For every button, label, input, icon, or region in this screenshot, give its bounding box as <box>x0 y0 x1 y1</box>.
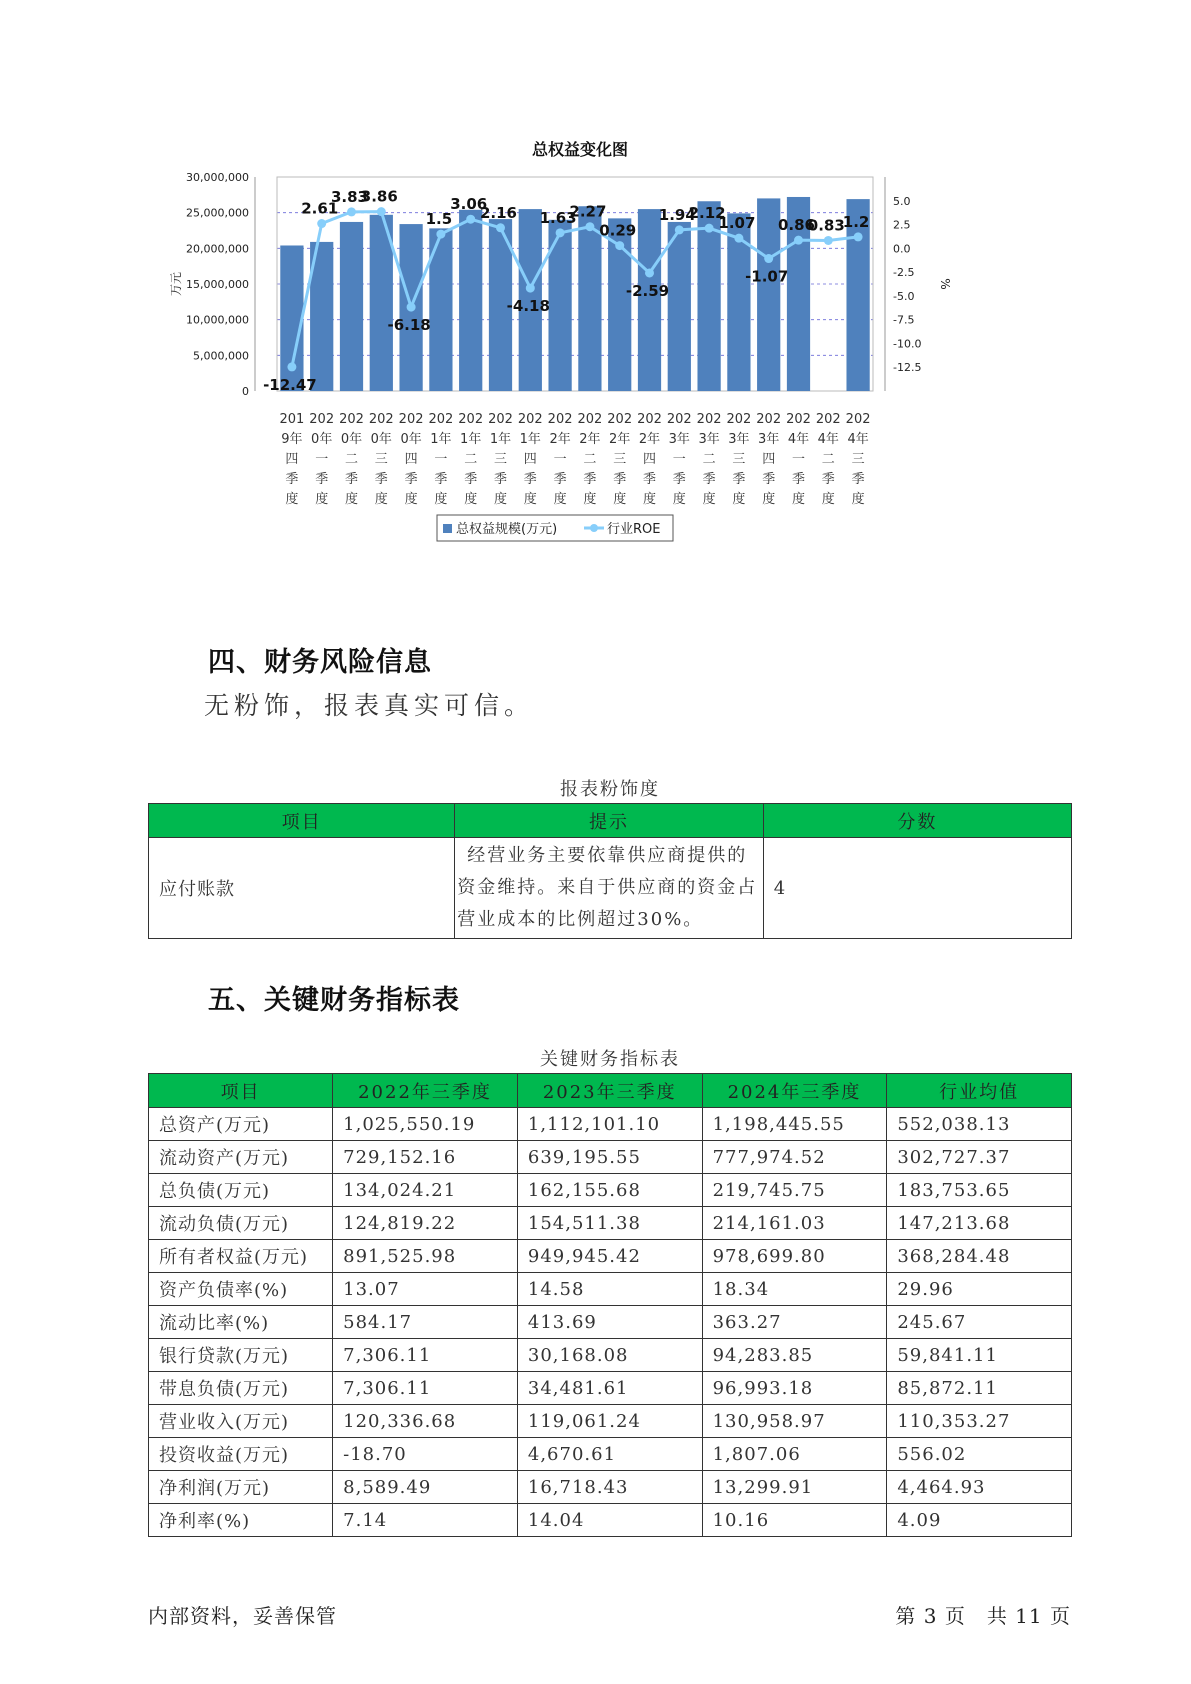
risk-header-score: 分数 <box>763 804 1071 838</box>
x-tick-label: 202 <box>339 412 364 427</box>
roe-point <box>585 222 594 231</box>
kpi-industry: 59,841.11 <box>887 1339 1072 1372</box>
kpi-industry: 368,284.48 <box>887 1240 1072 1273</box>
bar-equity <box>340 222 363 391</box>
x-tick-label: 2年 <box>549 432 571 447</box>
kpi-2024: 10.16 <box>702 1504 887 1537</box>
kpi-industry: 183,753.65 <box>887 1174 1072 1207</box>
kpi-table-body <box>149 1108 1072 1537</box>
x-tick-label: 0年 <box>311 432 333 447</box>
x-tick-label: 季 <box>464 472 478 487</box>
x-tick-label: 202 <box>845 412 871 427</box>
table-row <box>149 1372 1072 1405</box>
risk-score: 4 <box>763 838 1071 939</box>
kpi-2023: 413.69 <box>517 1306 702 1339</box>
x-tick-label: 季 <box>434 472 448 487</box>
kpi-2024: 214,161.03 <box>702 1207 887 1240</box>
x-tick-label: 季 <box>493 472 508 487</box>
x-tick-label: 四 <box>404 452 418 467</box>
table-row <box>149 1207 1072 1240</box>
kpi-2024: 130,958.97 <box>702 1405 887 1438</box>
section4-title: 四、财务风险信息 <box>208 647 432 678</box>
x-tick-label: 季 <box>315 472 329 487</box>
kpi-item: 带息负债(万元) <box>149 1372 333 1405</box>
kpi-industry: 110,353.27 <box>887 1405 1072 1438</box>
x-tick-label: 季 <box>374 472 388 487</box>
risk-header-tip: 提示 <box>455 804 763 838</box>
x-tick-label: 202 <box>637 412 662 427</box>
roe-point <box>854 232 863 241</box>
x-tick-label: 四 <box>762 452 776 467</box>
x-tick-label: 202 <box>756 412 782 427</box>
x-tick-label: 度 <box>285 492 299 507</box>
kpi-2024: 219,745.75 <box>702 1174 887 1207</box>
x-tick-label: 4年 <box>787 432 810 447</box>
kpi-2023: 639,195.55 <box>517 1141 702 1174</box>
x-tick-label: 0年 <box>370 432 392 447</box>
x-tick-label: 三 <box>374 452 388 467</box>
roe-data-label: -2.59 <box>625 281 670 300</box>
kpi-2023: 14.04 <box>517 1504 702 1537</box>
roe-point <box>734 234 743 243</box>
bar-equity <box>578 206 601 391</box>
roe-data-label: -4.18 <box>506 297 550 316</box>
kpi-2022: 8,589.49 <box>333 1471 518 1504</box>
roe-data-label: 1.94 <box>658 205 696 224</box>
x-tick-label: 一 <box>315 452 329 467</box>
x-tick-label: 三 <box>493 452 508 467</box>
x-tick-label: 0年 <box>340 432 363 447</box>
kpi-header-2023: 2023年三季度 <box>517 1074 702 1108</box>
x-tick-label: 度 <box>553 492 567 507</box>
y-tick-label: 25,000,000 <box>186 206 249 220</box>
kpi-item: 净利润(万元) <box>149 1471 333 1504</box>
x-tick-label: 季 <box>851 472 865 487</box>
table-row <box>149 1306 1072 1339</box>
y2-tick-label: -12.5 <box>893 361 922 375</box>
roe-point <box>705 224 714 233</box>
table-row <box>149 838 1072 939</box>
kpi-2023: 30,168.08 <box>517 1339 702 1372</box>
kpi-item: 流动负债(万元) <box>149 1207 333 1240</box>
bar-equity <box>757 198 780 391</box>
kpi-2022: 584.17 <box>333 1306 518 1339</box>
kpi-table-header <box>149 1074 1072 1108</box>
x-tick-label: 202 <box>517 412 543 427</box>
y-tick-label: 15,000,000 <box>186 278 249 291</box>
kpi-item: 总资产(万元) <box>149 1108 333 1141</box>
table-row <box>149 1339 1072 1372</box>
x-tick-label: 季 <box>613 472 627 487</box>
kpi-item: 银行贷款(万元) <box>149 1339 333 1372</box>
kpi-industry: 302,727.37 <box>887 1141 1072 1174</box>
x-tick-label: 度 <box>762 492 776 507</box>
kpi-header-2024: 2024年三季度 <box>702 1074 887 1108</box>
roe-data-label: 3.86 <box>360 187 398 206</box>
x-tick-label: 四 <box>285 452 299 467</box>
roe-point <box>466 215 475 224</box>
x-tick-label: 季 <box>404 472 418 487</box>
x-tick-label: 202 <box>577 412 603 427</box>
kpi-2022: 891,525.98 <box>333 1240 518 1273</box>
x-tick-label: 1年 <box>519 432 541 447</box>
y2-tick-label: -7.5 <box>893 313 915 327</box>
bar-equity <box>459 210 482 391</box>
x-tick-label: 一 <box>791 452 806 467</box>
risk-table-caption: 报表粉饰度 <box>560 779 660 800</box>
x-tick-label: 三 <box>851 452 865 467</box>
x-tick-label: 度 <box>434 492 448 507</box>
kpi-header-item: 项目 <box>149 1074 333 1108</box>
kpi-item: 流动资产(万元) <box>149 1141 333 1174</box>
equity-chart <box>160 130 1060 600</box>
kpi-2024: 1,198,445.55 <box>702 1108 887 1141</box>
x-tick-label: 4年 <box>847 432 869 447</box>
x-tick-label: 季 <box>344 472 359 487</box>
x-tick-label: 度 <box>404 492 418 507</box>
kpi-2024: 18.34 <box>702 1273 887 1306</box>
roe-data-label: 0.83 <box>807 216 845 235</box>
y2-tick-label: -10.0 <box>893 337 922 351</box>
legend-bar-label: 总权益规模(万元) <box>456 522 558 537</box>
kpi-industry: 4,464.93 <box>887 1471 1072 1504</box>
x-tick-label: 202 <box>488 412 513 427</box>
y2-tick-label: 0.0 <box>893 242 911 256</box>
roe-data-label: 0.29 <box>599 221 637 240</box>
x-tick-label: 201 <box>279 412 305 427</box>
roe-data-label: 3.06 <box>450 195 488 214</box>
x-tick-label: 度 <box>374 492 388 507</box>
x-tick-label: 三 <box>613 452 627 467</box>
x-tick-label: 一 <box>553 452 567 467</box>
x-tick-label: 三 <box>732 452 746 467</box>
x-tick-label: 202 <box>458 412 484 427</box>
x-tick-label: 9年 <box>281 432 303 447</box>
roe-data-label: 3.83 <box>330 187 369 206</box>
x-tick-label: 二 <box>583 452 597 467</box>
roe-data-label: 1.63 <box>539 208 577 227</box>
x-tick-label: 度 <box>702 492 716 507</box>
footer-left: 内部资料，妥善保管 <box>148 1604 337 1628</box>
x-tick-label: 季 <box>791 472 806 487</box>
roe-data-label: 1.5 <box>425 210 453 229</box>
bar-equity <box>668 222 691 391</box>
y2-tick-label: -2.5 <box>893 266 915 280</box>
x-tick-label: 0年 <box>400 432 422 447</box>
x-tick-label: 2年 <box>609 432 631 447</box>
kpi-2022: 1,025,550.19 <box>333 1108 518 1141</box>
x-tick-label: 1年 <box>489 432 512 447</box>
x-tick-label: 202 <box>666 412 692 427</box>
footer-page-number: 第 3 页 共 11 页 <box>895 1604 1071 1628</box>
x-tick-label: 3年 <box>698 432 720 447</box>
x-tick-label: 季 <box>583 472 597 487</box>
x-tick-label: 度 <box>493 492 508 507</box>
x-tick-label: 季 <box>702 472 716 487</box>
x-tick-label: 3年 <box>728 432 750 447</box>
table-row <box>149 1504 1072 1537</box>
kpi-2023: 154,511.38 <box>517 1207 702 1240</box>
table-row <box>149 1273 1072 1306</box>
kpi-2024: 777,974.52 <box>702 1141 887 1174</box>
kpi-2022: 7,306.11 <box>333 1339 518 1372</box>
roe-data-label: 2.12 <box>688 204 726 223</box>
x-tick-label: 二 <box>702 452 716 467</box>
legend-line-label: 行业ROE <box>607 522 661 537</box>
y-tick-label: 10,000,000 <box>186 313 249 327</box>
kpi-item: 所有者权益(万元) <box>149 1240 333 1273</box>
roe-data-label: 2.27 <box>569 202 607 221</box>
roe-point <box>377 207 386 216</box>
x-tick-label: 季 <box>553 472 567 487</box>
roe-point <box>347 207 356 216</box>
x-tick-label: 2年 <box>638 432 661 447</box>
roe-data-label: -12.47 <box>263 375 317 394</box>
x-tick-label: 度 <box>464 492 478 507</box>
roe-point <box>287 362 296 371</box>
x-tick-label: 202 <box>726 412 752 427</box>
x-tick-label: 3年 <box>758 432 780 447</box>
kpi-item: 营业收入(万元) <box>149 1405 333 1438</box>
kpi-2022: 120,336.68 <box>333 1405 518 1438</box>
kpi-2022: 7.14 <box>333 1504 518 1537</box>
x-tick-label: 季 <box>762 472 776 487</box>
roe-data-label: -1.07 <box>745 267 789 286</box>
x-tick-label: 度 <box>344 492 359 507</box>
x-tick-label: 202 <box>547 412 573 427</box>
kpi-2022: -18.70 <box>333 1438 518 1471</box>
kpi-2023: 1,112,101.10 <box>517 1108 702 1141</box>
x-tick-label: 度 <box>821 492 835 507</box>
roe-point <box>556 228 565 237</box>
x-tick-label: 度 <box>642 492 657 507</box>
roe-point <box>824 236 833 245</box>
kpi-2022: 134,024.21 <box>333 1174 518 1207</box>
legend-line-marker <box>590 524 598 532</box>
x-tick-label: 一 <box>434 452 448 467</box>
roe-point <box>794 236 803 245</box>
table-row <box>149 1405 1072 1438</box>
x-tick-label: 季 <box>732 472 746 487</box>
kpi-item: 总负债(万元) <box>149 1174 333 1207</box>
kpi-2024: 363.27 <box>702 1306 887 1339</box>
kpi-item: 净利率(%) <box>149 1504 333 1537</box>
roe-data-label: 0.86 <box>777 216 816 235</box>
x-tick-label: 季 <box>642 472 657 487</box>
kpi-header-industry: 行业均值 <box>887 1074 1072 1108</box>
roe-data-label: 2.16 <box>479 203 518 222</box>
x-tick-label: 度 <box>523 492 537 507</box>
table-row <box>149 1141 1072 1174</box>
kpi-table <box>148 1073 1072 1537</box>
roe-point <box>496 223 505 232</box>
roe-point <box>407 303 416 312</box>
kpi-2022: 124,819.22 <box>333 1207 518 1240</box>
table-row <box>149 1174 1072 1207</box>
y-tick-label: 0 <box>242 385 249 398</box>
kpi-2022: 7,306.11 <box>333 1372 518 1405</box>
kpi-industry: 552,038.13 <box>887 1108 1072 1141</box>
kpi-2023: 119,061.24 <box>517 1405 702 1438</box>
x-tick-label: 度 <box>315 492 329 507</box>
x-tick-label: 一 <box>672 452 686 467</box>
x-tick-label: 度 <box>732 492 746 507</box>
x-tick-label: 202 <box>696 412 722 427</box>
x-tick-label: 202 <box>786 412 811 427</box>
kpi-item: 资产负债率(%) <box>149 1273 333 1306</box>
x-tick-label: 季 <box>821 472 835 487</box>
kpi-2023: 34,481.61 <box>517 1372 702 1405</box>
y-axis-title: 万元 <box>169 271 183 297</box>
risk-table <box>148 803 1072 939</box>
x-tick-label: 1年 <box>430 432 452 447</box>
kpi-item: 流动比率(%) <box>149 1306 333 1339</box>
x-tick-label: 季 <box>672 472 686 487</box>
x-tick-label: 度 <box>791 492 806 507</box>
roe-point <box>645 268 654 277</box>
x-tick-label: 3年 <box>668 432 690 447</box>
kpi-2024: 13,299.91 <box>702 1471 887 1504</box>
kpi-2024: 94,283.85 <box>702 1339 887 1372</box>
risk-table-header <box>149 804 1072 838</box>
kpi-table-caption: 关键财务指标表 <box>540 1049 680 1070</box>
x-tick-label: 202 <box>428 412 454 427</box>
kpi-industry: 29.96 <box>887 1273 1072 1306</box>
kpi-2022: 729,152.16 <box>333 1141 518 1174</box>
y2-tick-label: 5.0 <box>893 194 911 208</box>
kpi-2022: 13.07 <box>333 1273 518 1306</box>
bar-equity <box>638 209 661 391</box>
x-tick-label: 1年 <box>460 432 482 447</box>
y-tick-label: 5,000,000 <box>193 349 249 363</box>
x-tick-label: 度 <box>583 492 597 507</box>
kpi-item: 投资收益(万元) <box>149 1438 333 1471</box>
x-tick-label: 二 <box>464 452 478 467</box>
table-row <box>149 1471 1072 1504</box>
x-tick-label: 202 <box>815 412 841 427</box>
roe-point <box>764 254 773 263</box>
risk-item: 应付账款 <box>149 838 455 939</box>
y2-tick-label: -5.0 <box>893 289 915 303</box>
roe-data-label: 1.07 <box>718 214 756 233</box>
x-tick-label: 202 <box>309 412 335 427</box>
section4-text: 无粉饰，报表真实可信。 <box>204 691 535 720</box>
kpi-2023: 162,155.68 <box>517 1174 702 1207</box>
kpi-industry: 4.09 <box>887 1504 1072 1537</box>
kpi-2024: 978,699.80 <box>702 1240 887 1273</box>
legend-bar-swatch <box>443 524 452 533</box>
kpi-industry: 147,213.68 <box>887 1207 1072 1240</box>
roe-data-label: 2.61 <box>301 199 339 218</box>
x-tick-label: 二 <box>821 452 835 467</box>
kpi-2023: 4,670.61 <box>517 1438 702 1471</box>
kpi-2023: 14.58 <box>517 1273 702 1306</box>
y2-tick-label: 2.5 <box>893 218 911 232</box>
roe-point <box>526 284 535 293</box>
y-tick-label: 20,000,000 <box>186 242 249 256</box>
x-tick-label: 季 <box>523 472 537 487</box>
kpi-2024: 96,993.18 <box>702 1372 887 1405</box>
roe-point <box>675 225 684 234</box>
x-tick-label: 四 <box>523 452 537 467</box>
x-tick-label: 度 <box>613 492 627 507</box>
table-row <box>149 1438 1072 1471</box>
roe-data-label: -6.18 <box>387 316 431 335</box>
table-row <box>149 1240 1072 1273</box>
kpi-2024: 1,807.06 <box>702 1438 887 1471</box>
x-tick-label: 度 <box>672 492 686 507</box>
risk-header-item: 项目 <box>149 804 455 838</box>
x-tick-label: 二 <box>344 452 359 467</box>
risk-tip: 经营业务主要依靠供应商提供的资金维持。来自于供应商的资金占营业成本的比例超过30%。 <box>455 838 763 939</box>
table-row <box>149 1108 1072 1141</box>
kpi-industry: 245.67 <box>887 1306 1072 1339</box>
x-tick-label: 季 <box>285 472 299 487</box>
roe-point <box>615 241 624 250</box>
x-tick-label: 4年 <box>817 432 839 447</box>
kpi-industry: 556.02 <box>887 1438 1072 1471</box>
roe-point <box>317 219 326 228</box>
x-tick-label: 2年 <box>579 432 601 447</box>
kpi-2023: 16,718.43 <box>517 1471 702 1504</box>
roe-point <box>436 230 445 239</box>
section5-title: 五、关键财务指标表 <box>208 985 460 1016</box>
y-tick-label: 30,000,000 <box>186 171 249 184</box>
x-tick-label: 四 <box>642 452 657 467</box>
x-tick-label: 202 <box>368 412 394 427</box>
x-tick-label: 202 <box>607 412 633 427</box>
chart-title: 总权益变化图 <box>531 140 629 159</box>
x-tick-label: 度 <box>851 492 865 507</box>
roe-data-label: 1.2 <box>842 212 870 231</box>
kpi-industry: 85,872.11 <box>887 1372 1072 1405</box>
x-tick-label: 202 <box>398 412 424 427</box>
kpi-header-2022: 2022年三季度 <box>333 1074 518 1108</box>
y2-axis-title: % <box>938 278 952 290</box>
equity-chart-svg <box>160 130 1060 600</box>
kpi-2023: 949,945.42 <box>517 1240 702 1273</box>
